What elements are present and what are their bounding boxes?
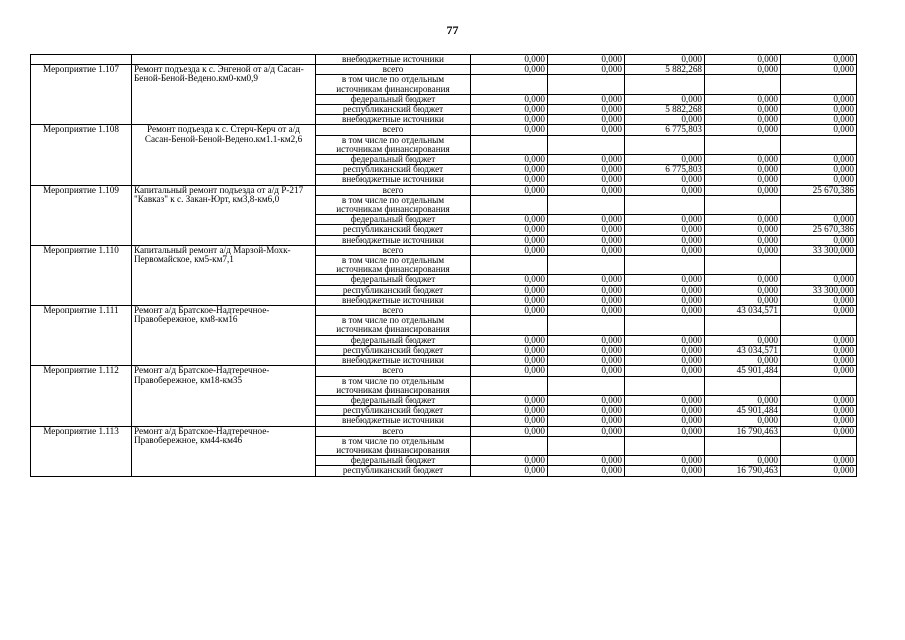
value-cell: 0,000 — [781, 295, 857, 305]
value-cell: 0,000 — [548, 275, 625, 285]
source-cell: республиканский бюджет — [316, 165, 471, 175]
value-cell — [625, 195, 705, 214]
table-row — [31, 65, 857, 75]
value-cell: 0,000 — [781, 115, 857, 125]
value-cell: 0,000 — [781, 65, 857, 75]
value-cell: 0,000 — [625, 285, 705, 295]
value-cell: 0,000 — [705, 105, 781, 115]
source-cell: в том числе по отдельным источникам финансирования — [316, 316, 471, 335]
value-cell: 0,000 — [548, 115, 625, 125]
source-cell: федеральный бюджет — [316, 215, 471, 225]
measure-name-cell — [132, 55, 316, 65]
value-cell: 0,000 — [625, 55, 705, 65]
value-cell: 6 775,803 — [625, 165, 705, 175]
value-cell: 0,000 — [705, 285, 781, 295]
value-cell: 0,000 — [781, 345, 857, 355]
value-cell: 0,000 — [705, 295, 781, 305]
source-cell: федеральный бюджет — [316, 94, 471, 104]
value-cell: 0,000 — [705, 94, 781, 104]
value-cell — [471, 376, 548, 395]
value-cell: 0,000 — [548, 335, 625, 345]
value-cell: 0,000 — [548, 285, 625, 295]
source-cell: внебюджетные источники — [316, 235, 471, 245]
value-cell: 0,000 — [548, 225, 625, 235]
value-cell: 0,000 — [471, 235, 548, 245]
value-cell: 0,000 — [625, 245, 705, 255]
value-cell: 0,000 — [625, 345, 705, 355]
measure-name: Ремонт а/д Братское-Надтеречное-Правобережное, км8-км16 — [132, 306, 316, 366]
value-cell: 45 901,484 — [705, 406, 781, 416]
value-cell: 0,000 — [625, 395, 705, 405]
budget-table-body — [31, 55, 857, 477]
value-cell — [705, 436, 781, 455]
source-cell: всего — [316, 366, 471, 376]
value-cell: 0,000 — [625, 295, 705, 305]
value-cell: 0,000 — [705, 225, 781, 235]
value-cell: 0,000 — [548, 125, 625, 135]
source-cell: в том числе по отдельным источникам финансирования — [316, 75, 471, 94]
source-cell: республиканский бюджет — [316, 285, 471, 295]
value-cell — [781, 135, 857, 154]
value-cell: 25 670,386 — [781, 225, 857, 235]
value-cell — [548, 316, 625, 335]
value-cell: 0,000 — [625, 275, 705, 285]
table-row — [31, 306, 857, 316]
value-cell: 0,000 — [471, 356, 548, 366]
value-cell: 0,000 — [781, 165, 857, 175]
source-cell: республиканский бюджет — [316, 466, 471, 476]
value-cell: 0,000 — [471, 275, 548, 285]
value-cell: 0,000 — [705, 416, 781, 426]
table-row — [31, 426, 857, 436]
value-cell — [705, 256, 781, 275]
source-cell: внебюджетные источники — [316, 175, 471, 185]
value-cell — [705, 75, 781, 94]
value-cell — [705, 376, 781, 395]
source-cell: в том числе по отдельным источникам финансирования — [316, 135, 471, 154]
source-cell: всего — [316, 65, 471, 75]
value-cell: 0,000 — [548, 426, 625, 436]
table-row — [31, 245, 857, 255]
value-cell: 0,000 — [625, 185, 705, 195]
value-cell: 0,000 — [548, 65, 625, 75]
measure-id-cell — [31, 55, 132, 65]
value-cell: 0,000 — [471, 426, 548, 436]
value-cell: 0,000 — [471, 185, 548, 195]
value-cell: 0,000 — [548, 366, 625, 376]
value-cell: 0,000 — [781, 456, 857, 466]
value-cell: 0,000 — [548, 55, 625, 65]
source-cell: федеральный бюджет — [316, 395, 471, 405]
value-cell: 0,000 — [471, 285, 548, 295]
value-cell: 0,000 — [705, 356, 781, 366]
value-cell: 0,000 — [548, 185, 625, 195]
value-cell: 0,000 — [548, 456, 625, 466]
value-cell — [705, 135, 781, 154]
value-cell: 0,000 — [548, 155, 625, 165]
value-cell: 33 300,000 — [781, 245, 857, 255]
value-cell: 0,000 — [625, 235, 705, 245]
source-cell: в том числе по отдельным источникам финансирования — [316, 376, 471, 395]
value-cell: 0,000 — [471, 125, 548, 135]
value-cell: 0,000 — [471, 416, 548, 426]
value-cell: 0,000 — [548, 466, 625, 476]
value-cell: 0,000 — [548, 395, 625, 405]
value-cell: 0,000 — [471, 155, 548, 165]
value-cell: 0,000 — [705, 215, 781, 225]
value-cell: 0,000 — [705, 335, 781, 345]
value-cell: 0,000 — [625, 306, 705, 316]
value-cell: 0,000 — [471, 466, 548, 476]
value-cell: 6 775,803 — [625, 125, 705, 135]
value-cell — [781, 436, 857, 455]
value-cell: 0,000 — [705, 125, 781, 135]
value-cell: 5 882,268 — [625, 65, 705, 75]
value-cell: 43 034,571 — [705, 345, 781, 355]
value-cell: 0,000 — [781, 175, 857, 185]
value-cell: 0,000 — [781, 215, 857, 225]
value-cell — [471, 316, 548, 335]
value-cell: 0,000 — [781, 306, 857, 316]
value-cell: 0,000 — [781, 466, 857, 476]
source-cell: внебюджетные источники — [316, 295, 471, 305]
value-cell: 0,000 — [625, 426, 705, 436]
value-cell: 0,000 — [548, 345, 625, 355]
value-cell — [471, 256, 548, 275]
value-cell — [548, 135, 625, 154]
source-cell: федеральный бюджет — [316, 155, 471, 165]
value-cell: 0,000 — [781, 235, 857, 245]
value-cell: 0,000 — [471, 395, 548, 405]
value-cell: 0,000 — [705, 275, 781, 285]
value-cell: 0,000 — [705, 165, 781, 175]
value-cell: 0,000 — [705, 456, 781, 466]
measure-name: Капитальный ремонт а/д Марзой-Мохк-Первомайское, км5-км7,1 — [132, 245, 316, 305]
value-cell: 0,000 — [625, 225, 705, 235]
value-cell: 0,000 — [625, 366, 705, 376]
value-cell: 0,000 — [781, 426, 857, 436]
value-cell: 0,000 — [471, 65, 548, 75]
value-cell: 0,000 — [625, 456, 705, 466]
value-cell: 33 300,000 — [781, 285, 857, 295]
source-cell: всего — [316, 245, 471, 255]
value-cell: 0,000 — [781, 55, 857, 65]
source-cell: всего — [316, 306, 471, 316]
source-cell: всего — [316, 185, 471, 195]
source-cell: всего — [316, 426, 471, 436]
value-cell: 0,000 — [548, 94, 625, 104]
measure-name: Капитальный ремонт подъезда от а/д Р-217 "Кавказ" к с. Закан-Юрт, км3,8-км6,0 — [132, 185, 316, 245]
value-cell — [705, 316, 781, 335]
value-cell — [548, 256, 625, 275]
table-row — [31, 366, 857, 376]
value-cell: 0,000 — [781, 416, 857, 426]
value-cell: 0,000 — [471, 345, 548, 355]
value-cell: 0,000 — [471, 165, 548, 175]
measure-id: Мероприятие 1.110 — [31, 245, 132, 305]
value-cell: 0,000 — [781, 105, 857, 115]
value-cell: 0,000 — [548, 235, 625, 245]
value-cell — [471, 75, 548, 94]
value-cell: 0,000 — [471, 225, 548, 235]
value-cell: 0,000 — [471, 115, 548, 125]
value-cell: 0,000 — [471, 366, 548, 376]
value-cell: 0,000 — [625, 416, 705, 426]
value-cell — [548, 376, 625, 395]
value-cell — [471, 436, 548, 455]
source-cell: в том числе по отдельным источникам финансирования — [316, 195, 471, 214]
page-number: 77 — [446, 23, 459, 37]
source-cell: внебюджетные источники — [316, 55, 471, 65]
value-cell: 0,000 — [625, 175, 705, 185]
source-cell: республиканский бюджет — [316, 105, 471, 115]
value-cell: 16 790,463 — [705, 426, 781, 436]
source-cell: всего — [316, 125, 471, 135]
measure-name: Ремонт а/д Братское-Надтеречное-Правобережное, км44-км46 — [132, 426, 316, 476]
value-cell — [625, 376, 705, 395]
source-cell: внебюджетные источники — [316, 356, 471, 366]
value-cell: 0,000 — [705, 245, 781, 255]
value-cell — [781, 256, 857, 275]
value-cell — [781, 376, 857, 395]
value-cell: 0,000 — [471, 175, 548, 185]
value-cell — [548, 195, 625, 214]
value-cell: 0,000 — [548, 165, 625, 175]
value-cell — [625, 256, 705, 275]
value-cell: 16 790,463 — [705, 466, 781, 476]
source-cell: в том числе по отдельным источникам финансирования — [316, 256, 471, 275]
value-cell — [548, 436, 625, 455]
value-cell: 0,000 — [548, 215, 625, 225]
value-cell — [625, 436, 705, 455]
value-cell — [781, 316, 857, 335]
value-cell: 0,000 — [548, 356, 625, 366]
source-cell: внебюджетные источники — [316, 115, 471, 125]
value-cell — [781, 75, 857, 94]
value-cell: 0,000 — [548, 406, 625, 416]
value-cell: 0,000 — [471, 456, 548, 466]
value-cell: 0,000 — [548, 105, 625, 115]
value-cell: 0,000 — [705, 235, 781, 245]
value-cell — [781, 195, 857, 214]
value-cell: 0,000 — [471, 55, 548, 65]
source-cell: федеральный бюджет — [316, 275, 471, 285]
value-cell: 0,000 — [705, 55, 781, 65]
value-cell: 25 670,386 — [781, 185, 857, 195]
table-row — [31, 185, 857, 195]
value-cell — [471, 135, 548, 154]
value-cell: 0,000 — [781, 395, 857, 405]
value-cell: 0,000 — [548, 295, 625, 305]
value-cell: 0,000 — [781, 335, 857, 345]
value-cell: 0,000 — [781, 125, 857, 135]
measure-name: Ремонт подъезда к с. Стерч-Керч от а/д Сасан-Беной-Беной-Ведено.км1.1-км2,6 — [132, 125, 316, 185]
value-cell: 0,000 — [548, 416, 625, 426]
value-cell: 0,000 — [471, 215, 548, 225]
value-cell — [548, 75, 625, 94]
source-cell: республиканский бюджет — [316, 406, 471, 416]
value-cell — [625, 75, 705, 94]
measure-name: Ремонт подъезда к с. Энгеной от а/д Сасан-Беной-Беной-Ведено.км0-км0,9 — [132, 65, 316, 125]
value-cell: 0,000 — [781, 155, 857, 165]
value-cell: 0,000 — [548, 306, 625, 316]
value-cell: 0,000 — [705, 185, 781, 195]
value-cell: 0,000 — [471, 94, 548, 104]
value-cell — [705, 195, 781, 214]
value-cell: 5 882,268 — [625, 105, 705, 115]
source-cell: внебюджетные источники — [316, 416, 471, 426]
value-cell: 0,000 — [471, 406, 548, 416]
source-cell: в том числе по отдельным источникам финансирования — [316, 436, 471, 455]
value-cell: 0,000 — [471, 105, 548, 115]
value-cell: 0,000 — [781, 366, 857, 376]
measure-name: Ремонт а/д Братское-Надтеречное-Правобережное, км18-км35 — [132, 366, 316, 426]
value-cell: 0,000 — [625, 356, 705, 366]
value-cell: 0,000 — [625, 94, 705, 104]
value-cell: 0,000 — [781, 94, 857, 104]
table-row — [31, 125, 857, 135]
value-cell: 0,000 — [705, 395, 781, 405]
measure-id: Мероприятие 1.112 — [31, 366, 132, 426]
source-cell: республиканский бюджет — [316, 225, 471, 235]
source-cell: федеральный бюджет — [316, 335, 471, 345]
value-cell: 0,000 — [705, 175, 781, 185]
value-cell: 0,000 — [781, 406, 857, 416]
value-cell: 0,000 — [625, 155, 705, 165]
value-cell — [471, 195, 548, 214]
source-cell: федеральный бюджет — [316, 456, 471, 466]
source-cell: республиканский бюджет — [316, 345, 471, 355]
value-cell: 0,000 — [471, 306, 548, 316]
table-row — [31, 55, 857, 65]
budget-table — [30, 54, 857, 477]
value-cell: 0,000 — [625, 406, 705, 416]
value-cell: 0,000 — [548, 245, 625, 255]
value-cell: 0,000 — [625, 335, 705, 345]
measure-id: Мероприятие 1.109 — [31, 185, 132, 245]
value-cell: 0,000 — [471, 335, 548, 345]
value-cell: 0,000 — [471, 295, 548, 305]
measure-id: Мероприятие 1.111 — [31, 306, 132, 366]
value-cell: 43 034,571 — [705, 306, 781, 316]
value-cell — [625, 316, 705, 335]
value-cell: 0,000 — [625, 466, 705, 476]
value-cell: 0,000 — [705, 155, 781, 165]
value-cell: 0,000 — [471, 245, 548, 255]
value-cell — [625, 135, 705, 154]
measure-id: Мероприятие 1.107 — [31, 65, 132, 125]
value-cell: 0,000 — [548, 175, 625, 185]
value-cell: 0,000 — [781, 275, 857, 285]
value-cell: 0,000 — [781, 356, 857, 366]
value-cell: 0,000 — [705, 115, 781, 125]
value-cell: 0,000 — [705, 65, 781, 75]
value-cell: 0,000 — [625, 115, 705, 125]
value-cell: 45 901,484 — [705, 366, 781, 376]
value-cell: 0,000 — [625, 215, 705, 225]
measure-id: Мероприятие 1.108 — [31, 125, 132, 185]
measure-id: Мероприятие 1.113 — [31, 426, 132, 476]
